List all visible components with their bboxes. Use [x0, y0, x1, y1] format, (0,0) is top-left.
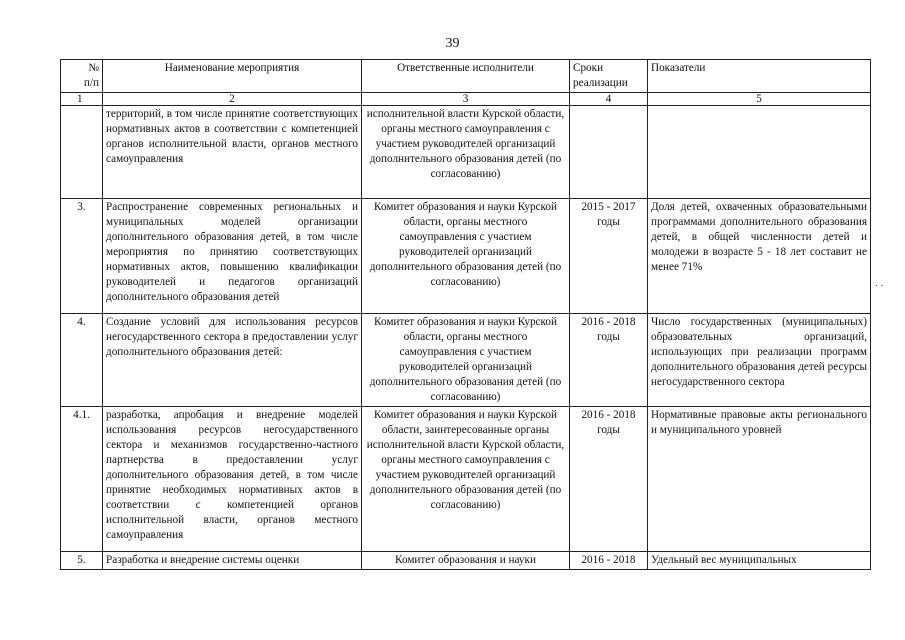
row-indicators: Нормативные правовые акты регионального и муниципального уровней	[648, 407, 871, 552]
row-num: 5.	[61, 552, 103, 570]
row-terms: 2016 - 2018	[570, 552, 648, 570]
row-num: 3.	[61, 199, 103, 314]
activities-table	[60, 59, 871, 570]
page-number: 39	[445, 36, 460, 51]
margin-mark: . .	[875, 277, 884, 289]
table-row	[61, 106, 871, 199]
row-terms: 2016 - 2018 годы	[570, 314, 648, 407]
row-terms	[570, 106, 648, 199]
row-num: 4.	[61, 314, 103, 407]
row-indicators: Удельный вес муниципальных	[648, 552, 871, 570]
row-terms: 2015 - 2017 годы	[570, 199, 648, 314]
column-number: 3	[362, 93, 570, 106]
column-number: 5	[648, 93, 871, 106]
header-name: Наименование мероприятия	[103, 60, 362, 93]
table-row	[61, 199, 871, 314]
row-indicators	[648, 106, 871, 199]
column-number: 2	[103, 93, 362, 106]
column-number-row	[61, 93, 871, 106]
header-terms	[570, 60, 648, 93]
header-responsible: Ответственные исполнители	[362, 60, 570, 93]
row-responsible: Комитет образования и науки	[362, 552, 570, 570]
row-responsible: Комитет образования и науки Курской области, органы местного самоуправления с участием руководителей организаций дополнительного образования детей (по согласованию)	[362, 314, 570, 407]
table-row	[61, 407, 871, 552]
row-num: 4.1.	[61, 407, 103, 552]
table-row	[61, 314, 871, 407]
row-responsible: Комитет образования и науки Курской области, органы местного самоуправления с участием руководителей организаций дополнительного образования детей (по согласованию)	[362, 199, 570, 314]
row-name: разработка, апробация и внедрение моделей использования ресурсов негосударственного сектора и механизмов государственно-частного партнерства в предоставлении услуг дополнительного образования детей, в том числе принятие необходимых нормативных актов в соответствии с компетенцией органов исполнительной власти, органов местного самоуправления	[103, 407, 362, 552]
row-name: территорий, в том числе принятие соответствующих нормативных актов в соответствии с компетенцией органов исполнительной власти, органов местного самоуправления	[103, 106, 362, 199]
row-terms: 2016 - 2018 годы	[570, 407, 648, 552]
table-header-row	[61, 60, 871, 93]
row-responsible: Комитет образования и науки Курской области, заинтересованные органы исполнительной власти Курской области, органы местного самоуправления с участием руководителей организаций дополнительного образования детей (по согласованию)	[362, 407, 570, 552]
header-num-label: № п/п	[83, 62, 99, 89]
column-number: 1	[61, 93, 103, 106]
row-num	[61, 106, 103, 199]
column-number: 4	[570, 93, 648, 106]
header-terms-label: Сроки реализации	[573, 62, 628, 89]
row-name: Распространение современных региональных и муниципальных моделей организации дополнительного образования детей, в том числе мероприятия по принятию соответствующих нормативных актов, повышению квалификации руководителей и педагогов организаций дополнительного образования детей	[103, 199, 362, 314]
row-name: Разработка и внедрение системы оценки	[103, 552, 362, 570]
row-responsible: исполнительной власти Курской области, органы местного самоуправления с участием руководителей организаций дополнительного образования детей (по согласованию)	[362, 106, 570, 199]
row-indicators: Число государственных (муниципальных) образовательных организаций, использующих при реализации программ дополнительного образования детей ресурсы негосударственного сектора	[648, 314, 871, 407]
header-num	[61, 60, 103, 93]
header-indicators: Показатели	[648, 60, 871, 93]
row-name: Создание условий для использования ресурсов негосударственного сектора в предоставлении услуг дополнительного образования детей:	[103, 314, 362, 407]
row-indicators: Доля детей, охваченных образовательными программами дополнительного образования детей, в общей численности детей и молодежи в возрасте 5 - 18 лет составит не менее 71%	[648, 199, 871, 314]
table-row	[61, 552, 871, 570]
